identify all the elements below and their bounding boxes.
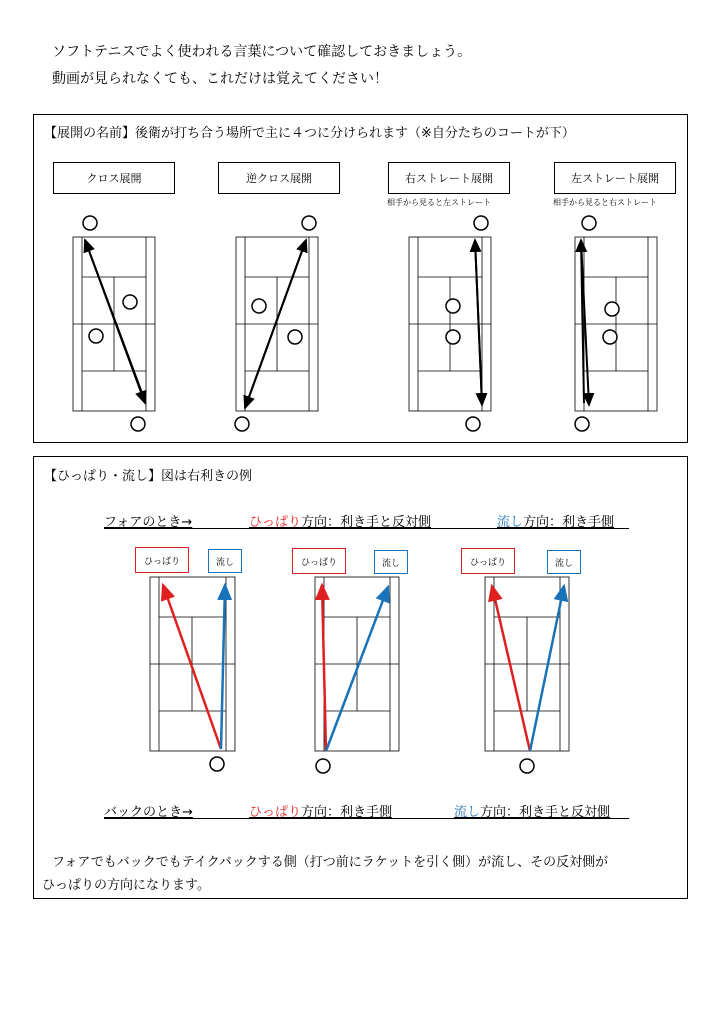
court-b	[315, 577, 399, 751]
intro-line-2: 動画が見られなくても、これだけは覚えてください！	[52, 71, 388, 87]
label-left-straight: 左ストレート展開	[554, 162, 676, 194]
label-cross: クロス展開	[53, 162, 175, 194]
fore-nagashi-word: 流し	[497, 515, 524, 530]
back-hippari-word: ひっぱり	[249, 805, 302, 820]
arrow-hippari	[163, 585, 221, 749]
fore-hippari-word: ひっぱり	[249, 515, 302, 530]
back-lead: バックのとき→	[104, 805, 193, 820]
back-underline	[104, 818, 629, 819]
court-c	[485, 577, 569, 751]
fore-nagashi-rest: 方向：利き手側	[523, 515, 615, 530]
note-left-straight: 相手から見ると右ストレート	[553, 198, 657, 207]
player-circle	[210, 757, 224, 771]
arrow-nagashi	[326, 587, 388, 751]
player-circle	[520, 759, 534, 773]
tag-hippari: ひっぱり	[461, 548, 515, 574]
back-hippari-rest: 方向：利き手側	[301, 805, 393, 820]
fore-hippari-rest: 方向：利き手と反対側	[301, 515, 432, 530]
label-reverse-cross: 逆クロス展開	[218, 162, 340, 194]
intro-line-1: ソフトテニスでよく使われる言葉について確認しておきましょう。	[52, 44, 472, 60]
arrow-nagashi	[221, 585, 225, 749]
summary-line-2: ひっぱりの方向になります。	[42, 878, 210, 893]
tag-nagashi: 流し	[374, 550, 408, 574]
section-title: 【ひっぱり・流し】図は右利きの例	[44, 469, 253, 484]
back-nagashi-word: 流し	[454, 805, 481, 820]
tag-nagashi: 流し	[547, 550, 581, 574]
summary-line-1: フォアでもバックでもテイクバックする側（打つ前にラケットを引く側）が流し、その反対側が	[52, 855, 609, 870]
section-title: 【展開の名前】後衛が打ち合う場所で主に４つに分けられます（※自分たちのコートが下）	[44, 126, 575, 141]
tag-nagashi: 流し	[208, 549, 242, 573]
back-nagashi-rest: 方向：利き手と反対側	[480, 805, 611, 820]
tag-hippari: ひっぱり	[292, 548, 346, 574]
player-circle	[316, 759, 330, 773]
fore-lead: フォアのとき→	[104, 515, 193, 530]
note-right-straight: 相手から見ると左ストレート	[387, 198, 491, 207]
label-right-straight: 右ストレート展開	[388, 162, 510, 194]
tag-hippari: ひっぱり	[135, 547, 189, 573]
arrow-nagashi	[530, 586, 564, 751]
arrow-hippari	[492, 586, 530, 751]
